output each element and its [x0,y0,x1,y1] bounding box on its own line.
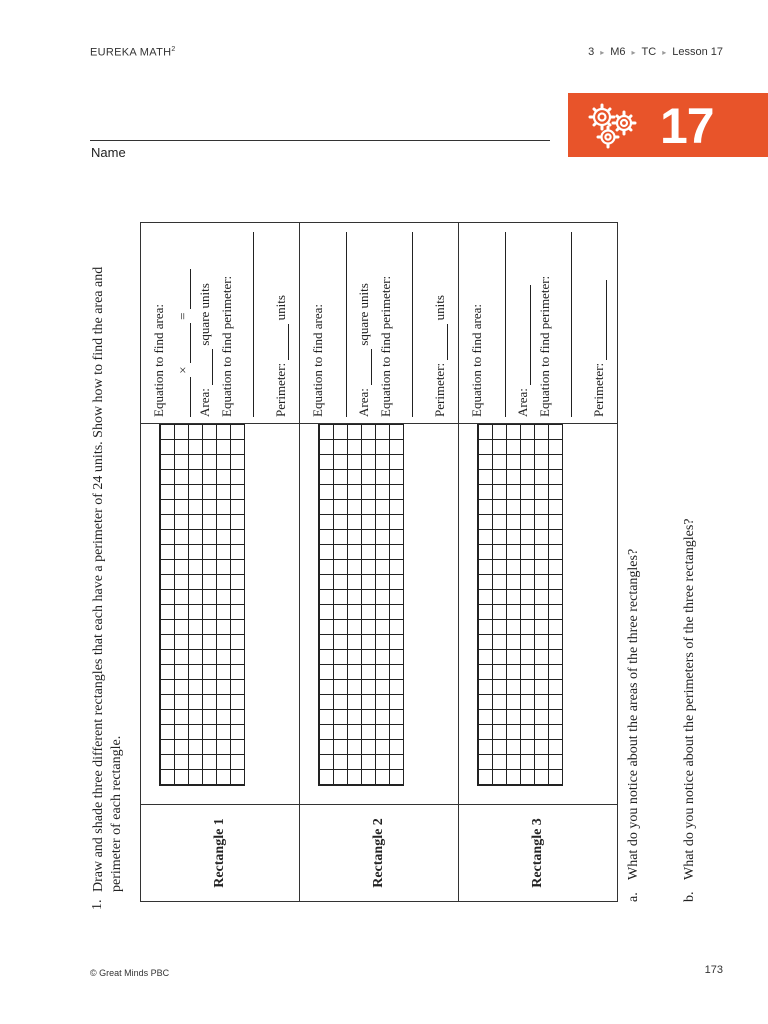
perimeter-equation-line[interactable] [253,232,254,417]
area-label: Area: [515,388,530,417]
area-label: Area: [197,388,212,417]
rectangle-label: Rectangle 1 [141,805,300,902]
rectangle-label: Rectangle 3 [459,805,618,902]
gears-icon [588,101,640,149]
perimeter-units: units [273,295,288,321]
lesson-badge [568,93,768,157]
name-label: Name [91,145,126,160]
brand-superscript: 2 [171,46,176,53]
sub-question-letter: a. [626,892,641,902]
perimeter-equation-label: Equation to find perimeter: [537,275,552,417]
perimeter-line[interactable] [591,280,607,417]
rectangle-label: Rectangle 2 [300,805,459,902]
rectangles-table [140,222,618,902]
perimeter-blank[interactable] [594,280,607,360]
perimeter-equation-label: Equation to find perimeter: [378,275,393,417]
area-equation-line[interactable] [346,232,347,417]
copyright: © Great Minds PBC [90,968,170,978]
area-units: square units [197,283,212,346]
area-equation-label: Equation to find area: [469,304,484,417]
brand-text: EUREKA MATH [90,46,172,59]
area-label: Area: [356,388,371,417]
grid-cell [141,424,300,805]
perimeter-line[interactable] [432,295,448,417]
area-blank[interactable] [518,285,531,385]
equation-cell [459,223,618,424]
drawing-grid[interactable] [318,424,404,786]
equation-cell [141,223,300,424]
perimeter-blank[interactable] [276,324,289,360]
equals-sign: = [175,312,190,320]
perimeter-label: Perimeter: [432,362,447,417]
crumb-module: M6 [610,46,626,58]
perimeter-blank[interactable] [435,324,448,360]
grid-cell [300,424,459,805]
area-blank[interactable] [200,349,213,385]
perimeter-label: Perimeter: [591,362,606,417]
equation-cell [300,223,459,424]
page-number: 173 [704,964,723,976]
table-row [459,223,618,902]
crumb-separator-icon: ▸ [600,47,605,57]
table-row [141,223,300,902]
name-line [90,140,550,141]
crumb-lesson: Lesson 17 [672,46,723,58]
area-line[interactable] [197,283,213,417]
sub-question-letter: b. [682,891,697,902]
area-equation-line[interactable] [175,269,191,417]
area-equation-label: Equation to find area: [151,304,166,417]
lesson-number: 17 [660,98,714,154]
breadcrumb [588,46,723,58]
worksheet-content [90,210,730,910]
perimeter-equation-line[interactable] [571,232,572,417]
crumb-separator-icon: ▸ [662,47,667,57]
product-blank[interactable] [178,269,191,309]
table-row [300,223,459,902]
brand-title [90,46,176,59]
question-number: 1. [90,899,105,910]
factor-blank[interactable] [178,377,191,417]
perimeter-line[interactable] [273,295,289,417]
sub-question-text: What do you notice about the perimeters of the three rectangles? [682,518,697,880]
crumb-grade: 3 [588,46,595,58]
perimeter-units: units [432,295,447,321]
area-line[interactable] [356,283,372,417]
area-equation-label: Equation to find area: [310,304,325,417]
area-line[interactable] [515,285,531,417]
times-sign: × [175,366,190,374]
area-equation-line[interactable] [505,232,506,417]
perimeter-equation-label: Equation to find perimeter: [219,275,234,417]
area-units: square units [356,283,371,346]
drawing-grid[interactable] [159,424,245,786]
crumb-separator-icon: ▸ [631,47,636,57]
perimeter-equation-line[interactable] [412,232,413,417]
sub-question-text: What do you notice about the areas of the three rectangles? [626,548,641,880]
factor-blank[interactable] [178,323,191,363]
perimeter-label: Perimeter: [273,362,288,417]
drawing-grid[interactable] [477,424,563,786]
grid-cell [459,424,618,805]
crumb-topic: TC [641,46,657,58]
question-text: Draw and shade three different rectangles that each have a perimeter of 24 units. Show how to find the area and perimeter of each rectangle. [91,266,124,892]
area-blank[interactable] [359,349,372,385]
